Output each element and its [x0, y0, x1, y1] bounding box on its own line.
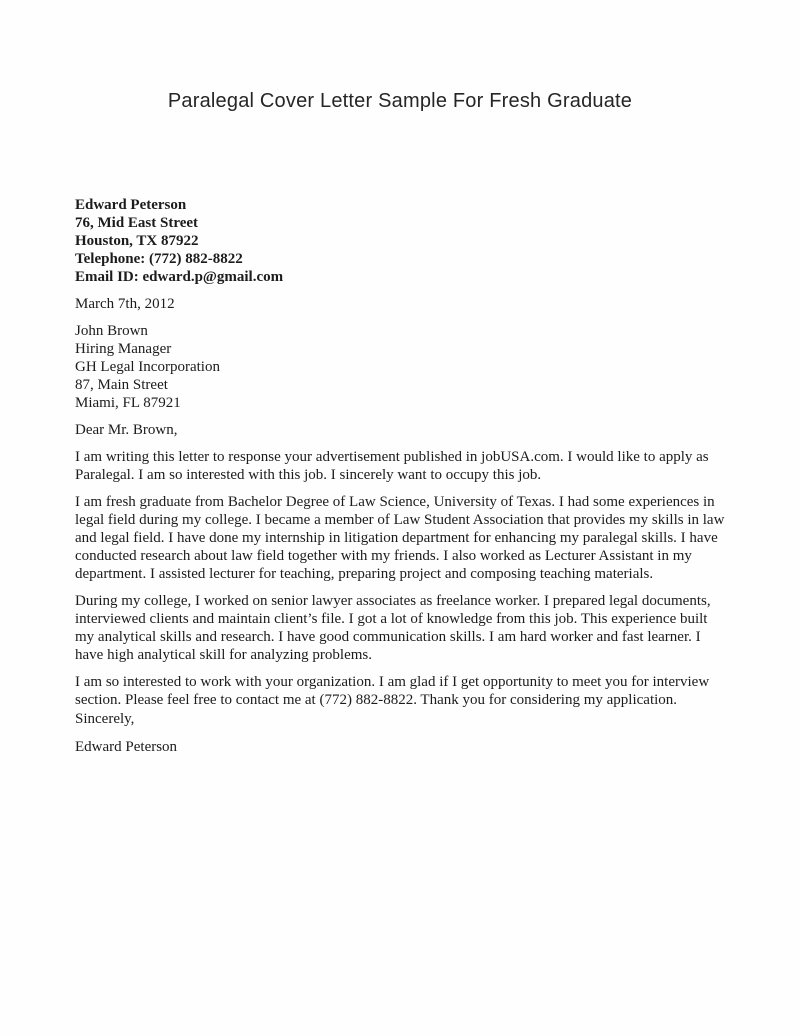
paragraph-3: During my college, I worked on senior lawyer associates as freelance worker. I prepared legal documents, interviewed clients and maintain client’s file. I got a lot of knowledge from this job. This experience built my analytical skills and research. I have good communication skills. I am hard worker and fast learner. I have high analytical skill for analyzing problems.: [75, 593, 711, 663]
sender-email: Email ID: edward.p@gmail.com: [75, 269, 284, 285]
letter-body: [75, 196, 730, 756]
recipient-street: 87, Main Street: [75, 377, 168, 393]
sender-name: Edward Peterson: [75, 197, 187, 213]
recipient-name: John Brown: [75, 323, 148, 339]
paragraph-4: I am so interested to work with your organization. I am glad if I get opportunity to meet you for interview section. Please feel free to contact me at (772) 882-8822. Thank you for considering my application.: [75, 674, 710, 708]
document-title: Paralegal Cover Letter Sample For Fresh Graduate: [167, 90, 633, 112]
recipient-company: GH Legal Incorporation: [75, 359, 220, 375]
recipient-job-title: Hiring Manager: [75, 341, 172, 357]
sender-city: Houston, TX 87922: [75, 233, 199, 249]
salutation: Dear Mr. Brown,: [75, 422, 178, 438]
closing: Sincerely,: [75, 711, 135, 727]
closing-block: [75, 673, 730, 728]
recipient-city: Miami, FL 87921: [75, 395, 181, 411]
sender-block: [75, 196, 730, 286]
recipient-block: [75, 322, 730, 412]
sender-telephone: Telephone: (772) 882-8822: [75, 251, 243, 267]
paragraph-1: I am writing this letter to response your advertisement published in jobUSA.com. I would like to apply as Paralegal. I am so interested with this job. I sincerely want to occupy this job.: [75, 449, 709, 483]
letter-date: March 7th, 2012: [75, 296, 175, 312]
paragraph-2: I am fresh graduate from Bachelor Degree of Law Science, University of Texas. I had some experiences in legal field during my college. I became a member of Law Student Association that provides my skills in law and legal field. I have done my internship in litigation department for enhancing my paralegal skills. I have conducted research about law field together with my friends. I also worked as Lecturer Assistant in my department. I assisted lecturer for teaching, preparing project and composing teaching materials.: [75, 494, 725, 582]
sender-street: 76, Mid East Street: [75, 215, 199, 231]
signature: Edward Peterson: [75, 739, 178, 755]
